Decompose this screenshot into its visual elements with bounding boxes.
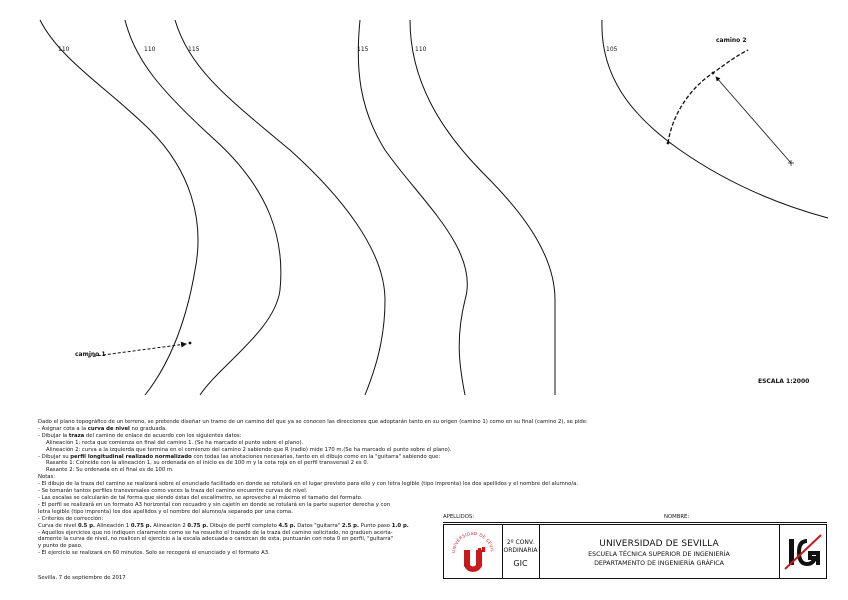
svg-text:UNIVERSIDAD DE SEVILLA bbox=[444, 525, 495, 553]
statement-line: - El dibujo de la traza del camino se realizará sobre el enunciado facilitado en donde se rotulará en el lugar previsto para ello y con letra legible (tipo imprenta) los dos apellidos y el nombre del alumno/a. bbox=[38, 481, 579, 488]
camino-2-arc bbox=[668, 50, 748, 143]
text: del camino de enlace de acuerdo con los siguientes datos: bbox=[84, 432, 242, 439]
contour-label: 115 bbox=[188, 46, 200, 53]
statement-line: - Aquellos ejercicios que no indiquen claramente como se ha resuelto el trazado de la traza del camino solicitado, no gradúen acerta- bbox=[38, 529, 393, 536]
text-bold: 2.5 p. bbox=[341, 522, 359, 529]
text-bold: perfil longitudinal realizado normalizado bbox=[70, 453, 192, 460]
statement-line: - El ejercicio se realizará en 60 minutos. Solo se recogerá el enunciado y el formato A3. bbox=[38, 550, 270, 557]
nombre-label: NOMBRE: bbox=[664, 514, 690, 520]
seal-text: UNIVERSIDAD DE SEVIL bbox=[450, 530, 496, 554]
contour-line bbox=[125, 20, 281, 395]
text-bold: 1.0 p. bbox=[391, 522, 409, 529]
statement-line: y punto de paso. bbox=[38, 543, 83, 550]
text: Alineación 1 bbox=[95, 522, 131, 529]
university-seal bbox=[444, 525, 503, 578]
text: Alineación 2 bbox=[151, 522, 188, 529]
contour-label: 105 bbox=[606, 46, 618, 53]
text: no graduada. bbox=[129, 425, 167, 432]
statement-line bbox=[38, 426, 718, 433]
degree-label: GIC bbox=[513, 559, 528, 568]
camino-2-start-point bbox=[667, 142, 670, 145]
text: Punto paso bbox=[358, 522, 392, 529]
statement-line: Dado el plano topográfico de un terreno, se pretende diseñar un tramo de un camino del que ya se conocen las direcciones que adoptarán tanto en su origen (camino 1) como en su final (camino 2), se pide: bbox=[38, 419, 588, 425]
text: - Dibujar la bbox=[38, 432, 69, 439]
statement-line: letra legible (tipo imprenta) los dos apellidos y el nombre del alumno/a separado por una coma. bbox=[38, 508, 293, 515]
contour-line bbox=[358, 20, 467, 395]
school-name: ESCUELA TÉCNICA SUPERIOR DE INGENIERÍA bbox=[588, 551, 730, 558]
apellidos-label: APELLIDOS: bbox=[443, 514, 475, 520]
statement-line: - Se tomarán tantos perfiles transversales como veces la traza del camino encuentre curvas de nivel. bbox=[38, 488, 308, 495]
statement-line: Notas: bbox=[38, 474, 56, 481]
camino-1-point bbox=[189, 342, 192, 345]
university-name: UNIVERSIDAD DE SEVILLA bbox=[599, 539, 719, 549]
seal-logo-icon bbox=[444, 525, 502, 579]
text: Dibujo de perfil completo bbox=[208, 522, 279, 529]
contour-line bbox=[175, 20, 385, 395]
contour-line bbox=[602, 20, 828, 218]
department-name: DEPARTAMENTO DE INGENIERÍA GRÁFICA bbox=[594, 560, 724, 567]
contour-line bbox=[40, 20, 198, 395]
statement-line: Rasante 1: Coincide con la alineación 1, su ordenada en el inicio es de 100 m y la cota roja en el perfil transversal 2 es 0. bbox=[46, 460, 369, 467]
text: Curva de nivel bbox=[38, 522, 78, 529]
contour-label: 110 bbox=[58, 46, 70, 53]
statement-line: - Las escalas se calcularán de tal forma que siendo éstas del escalímetro, se aproveche al máximo el tamaño del formato. bbox=[38, 494, 363, 501]
university-cell bbox=[539, 525, 780, 578]
text-bold: traza bbox=[68, 432, 85, 439]
camino-2-end-point bbox=[712, 72, 715, 75]
student-name-row bbox=[443, 513, 827, 523]
text-bold: curva de nivel bbox=[87, 425, 130, 432]
statement-line bbox=[38, 433, 718, 440]
text: - Asignar cota a la bbox=[38, 425, 88, 432]
text: Datos "guitarra" bbox=[295, 522, 342, 529]
text-bold: 4.5 p. bbox=[278, 522, 296, 529]
contour-label: 115 bbox=[357, 46, 369, 53]
document-date: Sevilla, 7 de septiembre de 2017 bbox=[38, 575, 126, 581]
text: - Dibujar su bbox=[38, 453, 71, 460]
ordinaria-label: ORDINARIA bbox=[503, 547, 538, 554]
text: con todas las anotaciones necesarias, tanto en el dibujo como en la "guitarra" sabiendo que: bbox=[191, 453, 441, 460]
ig-logo-icon bbox=[779, 525, 828, 579]
text-bold: 0.75 p. bbox=[130, 522, 152, 529]
statement-line: Rasante 2: Su ordenada en el final es de 100 m. bbox=[46, 467, 174, 474]
convocatoria-cell bbox=[502, 525, 540, 578]
camino-2-label: camino 2 bbox=[716, 37, 747, 44]
radius-line bbox=[716, 77, 791, 163]
statement-line: - Criterios de corrección: bbox=[38, 515, 104, 522]
statement-line: Alineación 1: recta que comienza en final del camino 1. (Se ha marcado el punto sobre el plano). bbox=[46, 439, 304, 446]
contour-label: 110 bbox=[415, 46, 427, 53]
statement-line: Alineación 2: curva a la izquierda que termina en el comienzo del camino 2 sabiendo que R (radio) mide 170 m.(Se ha marcado el punto sobre el plano). bbox=[46, 446, 452, 453]
department-logo bbox=[779, 525, 828, 578]
camino-1-label: camino 1 bbox=[75, 351, 106, 358]
map-scale: ESCALA 1:2000 bbox=[758, 378, 810, 385]
contour-line bbox=[410, 20, 555, 395]
title-block bbox=[443, 524, 827, 579]
statement-line: - El perfil se realizará en un formato A3 horizontal con recuadro y sin cajetín en donde se rotulará en la parte superior derecha y con bbox=[38, 501, 391, 508]
text-bold: 0.75 p. bbox=[187, 522, 209, 529]
text-bold: 0.5 p. bbox=[77, 522, 96, 529]
conv-label: 2º CONV. bbox=[506, 539, 535, 546]
contour-label: 110 bbox=[144, 46, 156, 53]
statement-line: damente la curva de nivel, no realicen el ejercicio a la escala adecuada o carezcan de esta, puntuarán con nota 0 en perfil, "guitarra" bbox=[38, 536, 394, 543]
logo-text: IG bbox=[779, 525, 781, 526]
